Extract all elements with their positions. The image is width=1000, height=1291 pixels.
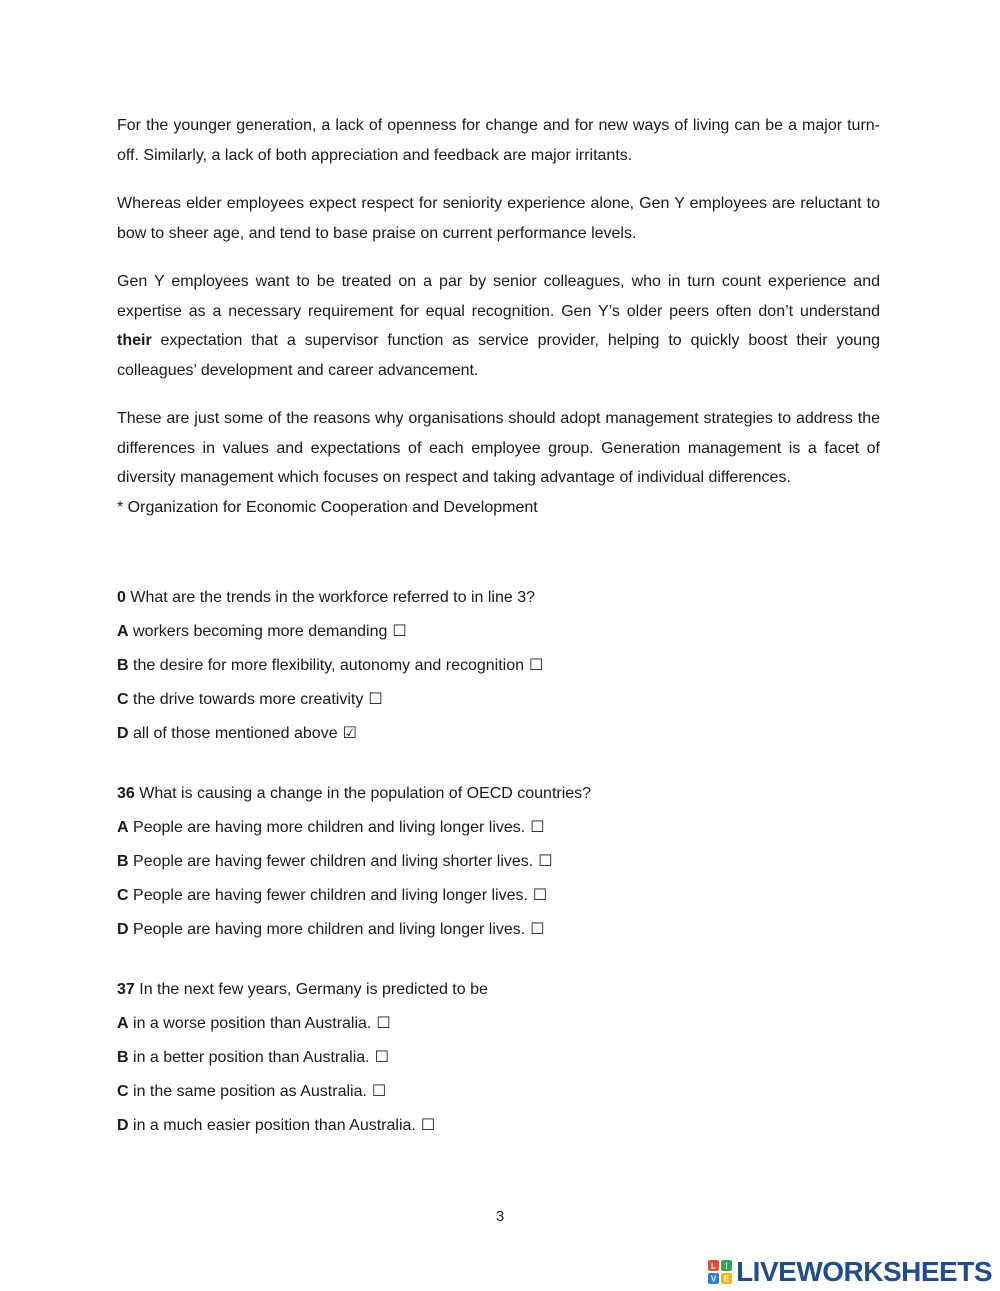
footnote: * Organization for Economic Cooperation and Development: [117, 498, 538, 516]
option-c: [117, 1081, 488, 1103]
paragraph-4: These are just some of the reasons why organisations should adopt management strategies to address the differences in values and expectations of each employee group. Generation management is a facet of diversity management which focuses on respect and taking advantage of individual differences.: [117, 410, 880, 486]
paragraph-3-after: expectation that a supervisor function as service provider, helping to quickly boost their young colleagues’ development and career advancement.: [117, 332, 880, 379]
option-checkbox[interactable]: ☐: [530, 921, 545, 938]
option-checkbox[interactable]: ☐: [376, 1015, 391, 1032]
option-text: all of those mentioned above: [133, 725, 338, 742]
option-checkbox[interactable]: ☐: [420, 1117, 436, 1134]
option-checkbox-checked[interactable]: ☑: [342, 725, 357, 742]
svg-text:L: L: [711, 1261, 717, 1271]
option-checkbox[interactable]: ☐: [532, 887, 548, 904]
brand-text: LIVEWORKSHEETS: [736, 1256, 992, 1287]
svg-text:V: V: [710, 1274, 717, 1284]
option-d: [117, 1115, 488, 1137]
option-letter: C: [117, 887, 129, 904]
page-number: 3: [495, 1208, 505, 1225]
option-letter: D: [117, 1117, 129, 1134]
question-0: [117, 587, 543, 745]
question-37: [117, 979, 488, 1137]
option-a: [117, 817, 591, 839]
paragraph-3: [117, 267, 880, 385]
option-b: [117, 655, 543, 677]
option-text: workers becoming more demanding: [133, 623, 388, 640]
option-checkbox[interactable]: ☐: [530, 819, 545, 836]
option-checkbox[interactable]: ☐: [371, 1083, 387, 1100]
question-stem: [117, 979, 488, 1001]
option-letter: A: [117, 623, 129, 640]
paragraph-3-before: Gen Y employees want to be treated on a par by senior colleagues, who in turn count experience and expertise as a necessary requirement for equal recognition. Gen Y’s older peers often don’t understand: [117, 273, 880, 320]
question-text: What are the trends in the workforce referred to in line 3?: [130, 589, 536, 606]
option-checkbox[interactable]: ☐: [538, 853, 553, 870]
question-36: [117, 783, 591, 941]
question-text: What is causing a change in the population of OECD countries?: [139, 785, 592, 802]
option-text: in a better position than Australia.: [133, 1049, 370, 1066]
option-letter: C: [117, 691, 129, 708]
option-text: in a worse position than Australia.: [133, 1015, 372, 1032]
option-text: People are having fewer children and living shorter lives.: [133, 853, 534, 870]
option-text: the drive towards more creativity: [133, 691, 364, 708]
option-letter: B: [117, 853, 129, 870]
option-b: [117, 851, 591, 873]
liveworksheets-brand[interactable]: [708, 1258, 992, 1286]
option-text: in the same position as Australia.: [133, 1083, 367, 1100]
option-text: People are having more children and living longer lives.: [133, 921, 526, 938]
option-a: [117, 621, 543, 643]
option-letter: A: [117, 819, 129, 836]
option-c: [117, 885, 591, 907]
option-text: in a much easier position than Australia.: [133, 1117, 416, 1134]
option-text: People are having more children and living longer lives.: [133, 819, 526, 836]
liveworksheets-logo-icon: [708, 1260, 732, 1284]
option-text: People are having fewer children and living longer lives.: [133, 887, 528, 904]
option-checkbox[interactable]: ☐: [392, 623, 407, 640]
option-d: [117, 723, 543, 745]
option-checkbox[interactable]: ☐: [368, 691, 383, 708]
option-checkbox[interactable]: ☐: [529, 657, 544, 674]
option-letter: A: [117, 1015, 129, 1032]
option-letter: B: [117, 657, 129, 674]
question-stem: [117, 587, 543, 609]
option-a: [117, 1013, 488, 1035]
option-letter: D: [117, 725, 129, 742]
question-number: 36: [117, 785, 135, 802]
option-letter: B: [117, 1049, 129, 1066]
question-stem: [117, 783, 591, 805]
question-number: 0: [117, 589, 126, 606]
option-d: [117, 919, 591, 941]
worksheet-page: [117, 111, 880, 1134]
paragraph-1: For the younger generation, a lack of openness for change and for new ways of living can be a major turn-off. Similarly, a lack of both appreciation and feedback are major irritants.: [117, 117, 880, 164]
option-b: [117, 1047, 488, 1069]
option-text: the desire for more flexibility, autonomy and recognition: [133, 657, 525, 674]
option-letter: D: [117, 921, 129, 938]
svg-text:E: E: [723, 1274, 730, 1284]
option-checkbox[interactable]: ☐: [374, 1049, 389, 1066]
paragraph-2: Whereas elder employees expect respect for seniority experience alone, Gen Y employees are reluctant to bow to sheer age, and tend to base praise on current performance levels.: [117, 195, 880, 242]
svg-text:I: I: [725, 1261, 728, 1271]
question-text: In the next few years, Germany is predicted to be: [139, 981, 488, 998]
option-c: [117, 689, 543, 711]
option-letter: C: [117, 1083, 129, 1100]
paragraph-3-emphasis: their: [117, 332, 152, 349]
question-number: 37: [117, 981, 135, 998]
